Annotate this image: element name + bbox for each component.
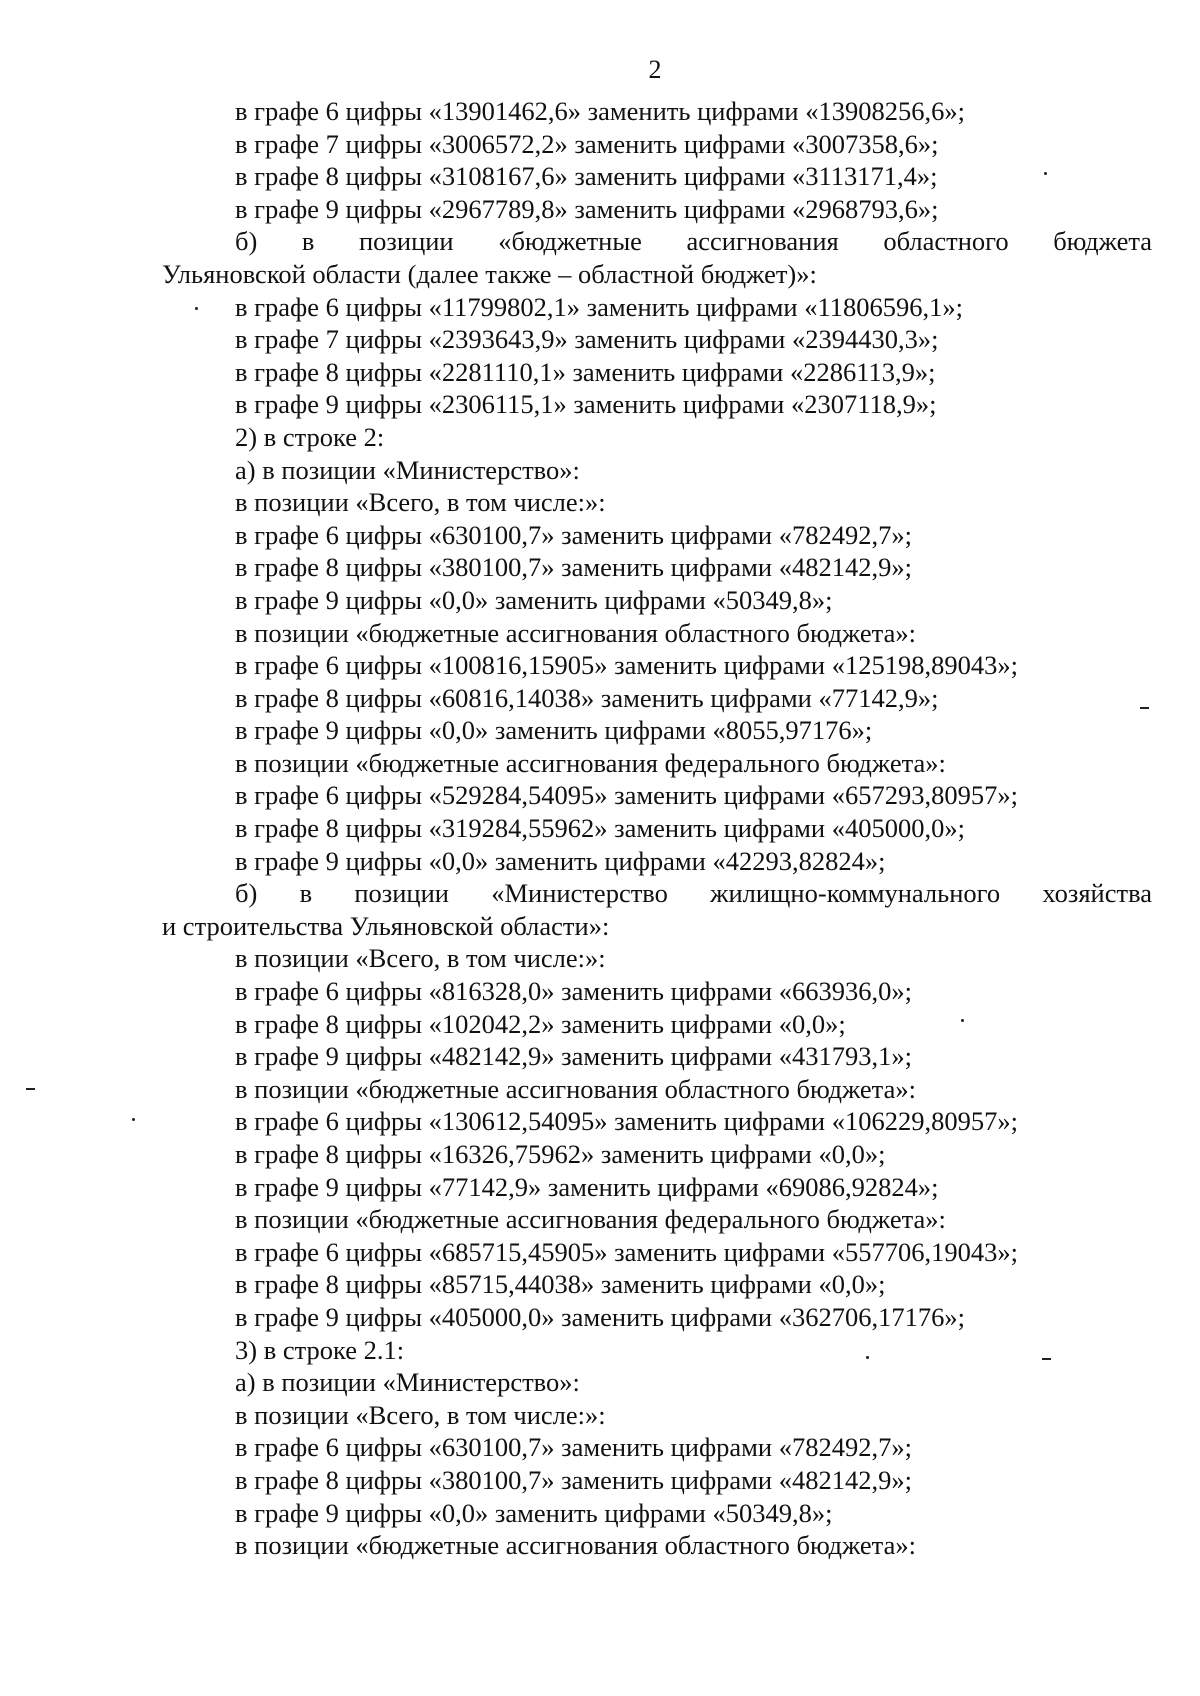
text-line: в графе 7 цифры «2393643,9» заменить цифрами «2394430,3»; [235,324,939,355]
text-line: в графе 8 цифры «60816,14038» заменить цифрами «77142,9»; [235,682,939,713]
text-line: в графе 8 цифры «380100,7» заменить цифрами «482142,9»; [235,552,912,583]
scan-speck [866,1356,869,1359]
text-line: в графе 6 цифры «100816,15905» заменить цифрами «125198,89043»; [235,650,1018,681]
text-line: в графе 6 цифры «11799802,1» заменить цифрами «11806596,1»; [235,291,963,322]
text-line: в графе 8 цифры «85715,44038» заменить цифрами «0,0»; [235,1269,886,1300]
text-line: б) в позиции «бюджетные ассигнования областного бюджета [235,226,1152,257]
text-line: Ульяновской области (далее также – областной бюджет)»: [162,258,817,289]
text-line: в графе 8 цифры «380100,7» заменить цифрами «482142,9»; [235,1464,912,1495]
text-line: в позиции «Всего, в том числе:»: [235,943,606,974]
text-line: в графе 6 цифры «630100,7» заменить цифрами «782492,7»; [235,519,912,550]
text-line: а) в позиции «Министерство»: [235,1367,580,1398]
text-line: в позиции «бюджетные ассигнования федерального бюджета»: [235,1204,946,1235]
text-line: в графе 8 цифры «319284,55962» заменить цифрами «405000,0»; [235,813,965,844]
text-line: в графе 6 цифры «685715,45905» заменить цифрами «557706,19043»; [235,1236,1018,1267]
scan-speck [1042,1358,1051,1360]
text-line: в графе 6 цифры «130612,54095» заменить цифрами «106229,80957»; [235,1106,1018,1137]
text-line: в позиции «бюджетные ассигнования федерального бюджета»: [235,747,946,778]
text-line: в графе 8 цифры «16326,75962» заменить цифрами «0,0»; [235,1139,886,1169]
text-line: в позиции «Всего, в том числе:»: [235,487,606,518]
text-line: в графе 9 цифры «405000,0» заменить цифрами «362706,17176»; [235,1301,965,1332]
text-line: в графе 9 цифры «0,0» заменить цифрами «42293,82824»; [235,845,886,876]
scan-speck [132,1118,135,1121]
text-line: а) в позиции «Министерство»: [235,454,580,485]
text-line: в графе 6 цифры «630100,7» заменить цифрами «782492,7»; [235,1432,912,1463]
text-line: в графе 6 цифры «13901462,6» заменить цифрами «13908256,6»; [235,96,965,126]
scan-speck [1140,707,1149,709]
text-line: в графе 6 цифры «816328,0» заменить цифрами «663936,0»; [235,976,912,1007]
text-line: 3) в строке 2.1: [235,1334,405,1365]
text-line: 2) в строке 2: [235,421,385,452]
text-line: б) в позиции «Министерство жилищно-коммунального хозяйства [235,878,1152,909]
text-line: в графе 9 цифры «0,0» заменить цифрами «50349,8»; [235,584,833,615]
text-line: в позиции «бюджетные ассигнования областного бюджета»: [235,617,916,648]
page-number: 2 [648,55,662,84]
document-body [162,95,1152,1562]
text-line: в графе 9 цифры «2967789,8» заменить цифрами «2968793,6»; [235,193,939,224]
scan-speck [195,307,198,310]
text-line: в графе 9 цифры «77142,9» заменить цифрами «69086,92824»; [235,1171,939,1202]
text-line: в графе 9 цифры «482142,9» заменить цифрами «431793,1»; [235,1041,912,1072]
text-line: и строительства Ульяновской области»: [162,910,610,941]
scan-speck [961,1019,964,1022]
text-line: в позиции «бюджетные ассигнования областного бюджета»: [235,1073,916,1104]
text-line: в графе 9 цифры «0,0» заменить цифрами «8055,97176»; [235,715,873,746]
text-line: в графе 7 цифры «3006572,2» заменить цифрами «3007358,6»; [235,128,939,159]
text-line: в позиции «бюджетные ассигнования областного бюджета»: [235,1530,916,1561]
text-line: в графе 8 цифры «3108167,6» заменить цифрами «3113171,4»; [235,161,938,192]
text-line: в графе 9 цифры «2306115,1» заменить цифрами «2307118,9»; [235,389,937,420]
scan-speck [1044,172,1047,175]
text-line: в графе 6 цифры «529284,54095» заменить цифрами «657293,80957»; [235,780,1018,811]
text-line: в графе 8 цифры «102042,2» заменить цифрами «0,0»; [235,1008,846,1039]
scan-speck [26,1088,35,1090]
text-line: в позиции «Всего, в том числе:»: [235,1399,606,1430]
text-line: в графе 8 цифры «2281110,1» заменить цифрами «2286113,9»; [235,356,936,387]
text-line: в графе 9 цифры «0,0» заменить цифрами «50349,8»; [235,1497,833,1528]
